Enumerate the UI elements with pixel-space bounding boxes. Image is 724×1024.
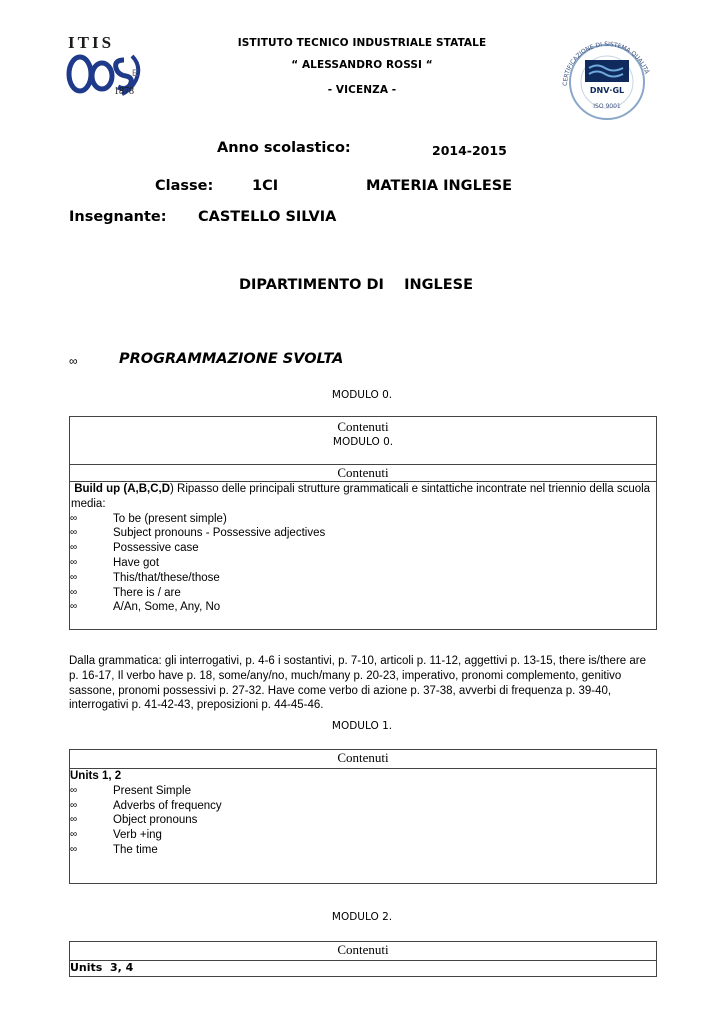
list-item: ∞ Possessive case <box>70 542 199 555</box>
modulo0-grammar-note: Dalla grammatica: gli interrogativi, p. 4-6 i sostantivi, p. 7-10, articoli p. 11-12, aggettivi p. 13-15, there is/there are p. 16-17, Il verbo have p. 18, some/any/no, much/many p. 20-23, imperativo, pronomi complemento, genitivo sassone, pronomi possessivi p. 27-32. Have come verbo di azione p. 37-38, avverbi di frequenza p. 39-40, interrogativi p. 41-42-43, preposizioni p. 44-45-46. <box>69 655 646 712</box>
svg-text:E: E <box>132 68 139 78</box>
list-item: ∞ There is / are <box>70 586 181 599</box>
infinity-bullet-icon: ∞ <box>70 542 78 554</box>
modulo0-intro <box>70 482 656 512</box>
list-item: ∞ Present Simple <box>70 784 191 797</box>
modulo0-box1-title: Contenuti <box>337 419 389 434</box>
dnv-gl-certification-logo <box>551 30 663 120</box>
modulo0-label: MODULO 0. <box>331 389 393 401</box>
list-item: ∞ Verb +ing <box>70 829 162 842</box>
school-city: - VICENZA - <box>327 84 397 96</box>
modulo1-units: Units 1, 2 <box>70 770 122 782</box>
modulo2-title-row <box>70 942 657 961</box>
infinity-bullet-icon: ∞ <box>70 601 78 613</box>
modulo2-contents-table <box>69 941 657 977</box>
modulo2-label: MODULO 2. <box>331 911 393 923</box>
modulo1-content-row <box>70 769 657 884</box>
list-item: ∞ This/that/these/those <box>70 571 220 584</box>
modulo0-intro-bold: Build up (A,B,C,D <box>74 483 171 495</box>
insegnante-value: CASTELLO SILVIA <box>198 209 337 225</box>
logo-year: 1878 <box>114 86 134 97</box>
modulo0-intro-rest: ) Ripasso delle principali strutture grammaticali e sintattiche incontrate nel triennio della scuola media: <box>71 483 651 510</box>
section-bullet-icon: ∞ <box>69 354 78 368</box>
infinity-bullet-icon: ∞ <box>70 556 78 568</box>
infinity-bullet-icon: ∞ <box>70 512 78 524</box>
modulo0-contents-table <box>69 416 657 630</box>
dipartimento-title: DIPARTIMENTO DI INGLESE <box>239 277 474 293</box>
insegnante-label: Insegnante: <box>69 209 167 225</box>
anno-value: 2014-2015 <box>432 143 507 158</box>
list-item: ∞ Adverbs of frequency <box>70 799 222 812</box>
modulo0-topic-list <box>70 512 656 616</box>
list-item: ∞ To be (present simple) <box>70 512 227 525</box>
logo-itis-letters: ITIS <box>68 33 115 52</box>
section-title: PROGRAMMAZIONE SVOLTA <box>119 351 344 367</box>
modulo1-box-title: Contenuti <box>337 750 389 765</box>
infinity-bullet-icon: ∞ <box>70 527 78 539</box>
infinity-bullet-icon: ∞ <box>70 814 78 826</box>
modulo0-box1-sub: MODULO 0. <box>332 436 394 448</box>
modulo0-header-row <box>70 417 657 465</box>
list-item: ∞ A/An, Some, Any, No <box>70 601 221 614</box>
modulo2-units: Units 3, 4 <box>70 961 134 974</box>
modulo1-topic-list <box>70 784 656 858</box>
list-item: ∞ Object pronouns <box>70 814 198 827</box>
infinity-bullet-icon: ∞ <box>70 843 78 855</box>
modulo0-box2-title: Contenuti <box>337 465 389 480</box>
materia-value: MATERIA INGLESE <box>366 178 513 194</box>
infinity-bullet-icon: ∞ <box>70 829 78 841</box>
modulo1-contents-table <box>69 749 657 884</box>
infinity-bullet-icon: ∞ <box>70 586 78 598</box>
logo-dnv-mark: DNV·GL <box>589 86 625 95</box>
school-name: ISTITUTO TECNICO INDUSTRIALE STATALE <box>237 37 487 49</box>
modulo2-content-row <box>70 961 657 977</box>
list-item: ∞ Have got <box>70 556 160 569</box>
classe-label: Classe: <box>155 178 214 194</box>
anno-label: Anno scolastico: <box>217 140 351 156</box>
school-dedication: “ ALESSANDRO ROSSI “ <box>291 59 433 71</box>
list-item: ∞ Subject pronouns - Possessive adjectives <box>70 527 326 540</box>
list-item: ∞ The time <box>70 843 158 856</box>
modulo0-title-row <box>70 465 657 482</box>
classe-value: 1CI <box>252 178 279 194</box>
modulo1-label: MODULO 1. <box>331 720 393 732</box>
infinity-bullet-icon: ∞ <box>70 784 78 796</box>
infinity-bullet-icon: ∞ <box>70 799 78 811</box>
modulo2-box-title: Contenuti <box>337 942 389 957</box>
modulo1-title-row <box>70 750 657 769</box>
logo-iso: ISO 9001 <box>593 103 621 110</box>
infinity-bullet-icon: ∞ <box>70 571 78 583</box>
modulo0-content-row <box>70 482 657 630</box>
logo-ring-text: CERTIFICAZIONE DI SISTEMA QUALITÀ <box>561 40 651 87</box>
